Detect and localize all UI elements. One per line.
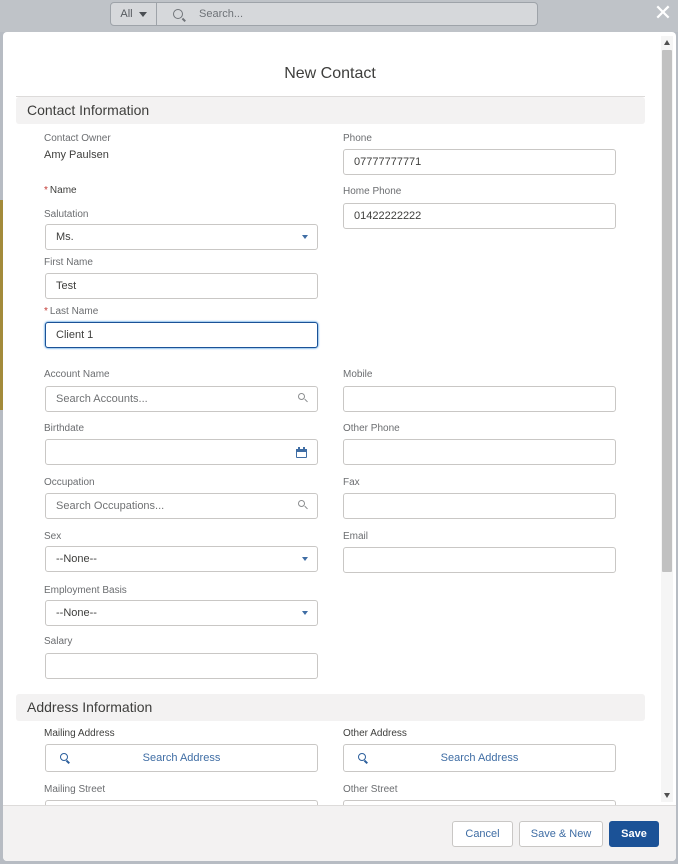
search-icon [358,753,369,764]
sex-label: Sex [44,531,62,542]
account-name-placeholder: Search Accounts... [56,393,148,405]
save-and-new-button[interactable]: Save & New [519,821,603,847]
other-phone-input[interactable] [343,439,616,465]
other-address-search-button[interactable] [343,744,616,772]
search-scope-label: All [120,8,133,20]
modal-body [3,32,676,805]
email-input[interactable] [343,547,616,573]
employment-basis-select[interactable] [45,600,318,626]
mailing-address-label: Mailing Address [44,728,115,739]
search-icon [60,753,71,764]
salutation-label: Salutation [44,209,89,220]
birthdate-label: Birthdate [44,423,85,434]
mailing-address-search-label: Search Address [142,752,221,764]
close-icon[interactable]: ✕ [653,0,673,25]
section-address-information: Address Information [16,694,645,721]
birthdate-input[interactable] [45,439,318,465]
save-button[interactable]: Save [609,821,659,847]
first-name-label: First Name [44,257,93,268]
modal-title: New Contact [284,65,376,82]
global-search [110,2,538,26]
other-phone-label: Other Phone [343,423,400,434]
phone-label: Phone [343,133,372,144]
name-label: Name [49,185,77,196]
chevron-down-icon [302,235,308,239]
first-name-value: Test [56,280,77,292]
last-name-input[interactable] [45,322,318,348]
last-name-value: Client 1 [56,329,94,341]
account-name-label: Account Name [44,369,110,380]
section-contact-information: Contact Information [16,97,645,124]
first-name-input[interactable] [45,273,318,299]
required-marker: * [44,185,48,196]
home-phone-value: 01422222222 [354,210,422,222]
salary-input[interactable] [45,653,318,679]
employment-basis-label: Employment Basis [44,585,127,596]
scroll-up-icon[interactable] [664,40,670,45]
global-header [0,0,678,32]
search-placeholder: Search... [199,8,244,20]
mailing-address-search-button[interactable] [45,744,318,772]
salutation-select[interactable] [45,224,318,250]
search-icon [298,500,308,510]
scroll-down-icon[interactable] [664,793,670,798]
cancel-button[interactable]: Cancel [452,821,513,847]
salary-label: Salary [44,636,73,647]
other-address-search-label: Search Address [440,752,519,764]
fax-label: Fax [343,477,360,488]
chevron-down-icon [302,611,308,615]
chevron-down-icon [139,12,147,17]
phone-input[interactable] [343,149,616,175]
occupation-lookup[interactable] [45,493,318,519]
modal-scrollbar[interactable] [661,36,673,802]
new-contact-modal [3,32,676,861]
search-icon [298,393,308,403]
sex-value: --None-- [56,553,97,565]
account-name-lookup[interactable] [45,386,318,412]
other-address-label: Other Address [343,728,407,739]
other-street-label: Other Street [343,784,398,795]
last-name-label-row [44,306,98,317]
modal-footer [3,805,676,861]
occupation-label: Occupation [44,477,95,488]
sex-select[interactable] [45,546,318,572]
scrollbar-thumb[interactable] [662,50,672,572]
home-phone-label: Home Phone [343,186,402,197]
chevron-down-icon [302,557,308,561]
last-name-label: Last Name [49,306,99,317]
mobile-input[interactable] [343,386,616,412]
name-group-label [44,185,77,196]
salutation-value: Ms. [56,231,74,243]
email-label: Email [343,531,369,542]
contact-owner-label: Contact Owner [44,133,111,144]
home-phone-input[interactable] [343,203,616,229]
search-icon [173,9,183,19]
calendar-icon[interactable] [296,447,307,458]
employment-basis-value: --None-- [56,607,97,619]
contact-owner-value: Amy Paulsen [44,149,109,161]
mobile-label: Mobile [343,369,373,380]
fax-input[interactable] [343,493,616,519]
mailing-street-label: Mailing Street [44,784,106,795]
occupation-placeholder: Search Occupations... [56,500,165,512]
required-marker: * [44,306,48,317]
search-scope [111,3,157,25]
phone-value: 07777777771 [354,156,422,168]
